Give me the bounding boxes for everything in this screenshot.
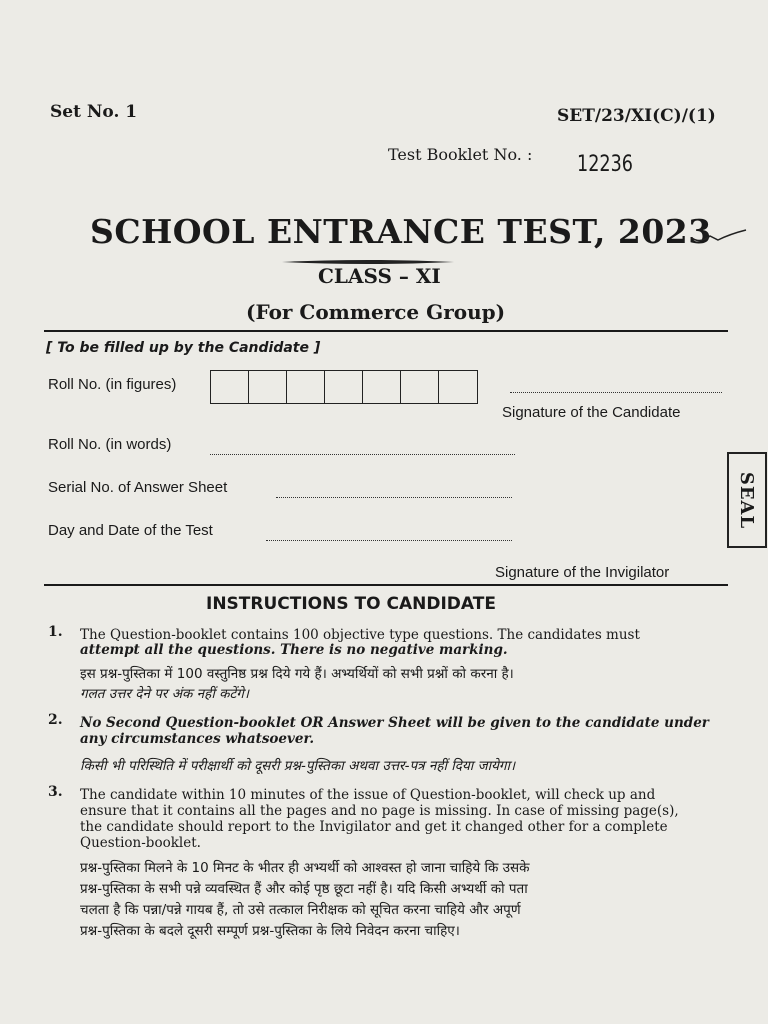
instruction-number: 1. — [48, 624, 63, 640]
instruction-3-hi-line-2: प्रश्न-पुस्तिका के सभी पन्ने व्यवस्थित हैं और कोई पृष्ठ छूटा नहीं है। यदि किसी अभ्यर्थी को पता — [80, 881, 528, 897]
instructions-heading: INSTRUCTIONS TO CANDIDATE — [206, 594, 496, 614]
top-divider — [44, 330, 728, 332]
instruction-number: 2. — [48, 712, 63, 728]
instruction-3-en-line-1: The candidate within 10 minutes of the issue of Question-booklet, will check up and — [80, 787, 656, 803]
set-code: SET/23/XI(C)/(1) — [557, 106, 716, 126]
instruction-1-hi-line-1: इस प्रश्न-पुस्तिका में 100 वस्तुनिष्ठ प्रश्न दिये गये हैं। अभ्यर्थियों को सभी प्रश्नों को करना है। — [80, 666, 514, 682]
instruction-3-hi-line-3: चलता है कि पन्ना/पन्ने गायब हैं, तो उसे तत्काल निरीक्षक को सूचित करना चाहिये और अपूर्ण — [80, 902, 521, 918]
group-title: (For Commerce Group) — [246, 300, 506, 324]
instruction-1-hi-line-2: गलत उत्तर देने पर अंक नहीं कटेंगे। — [80, 686, 250, 702]
instruction-1-en-line-2: attempt all the questions. There is no negative marking. — [80, 642, 508, 658]
pen-mark — [690, 224, 750, 246]
roll-digit-box[interactable] — [439, 371, 477, 403]
date-field[interactable] — [266, 526, 512, 545]
roll-digit-box[interactable] — [287, 371, 325, 403]
booklet-number: 12236 — [577, 152, 633, 177]
seal-label: SEAL — [736, 471, 758, 529]
roll-words-label: Roll No. (in words) — [48, 436, 172, 453]
roll-digit-box[interactable] — [249, 371, 287, 403]
booklet-label: Test Booklet No. : — [388, 145, 533, 164]
instruction-1-en-line-1: The Question-booklet contains 100 objective type questions. The candidates must — [80, 627, 640, 643]
candidate-heading: [ To be filled up by the Candidate ] — [46, 340, 321, 356]
invigilator-signature-label: Signature of the Invigilator — [495, 564, 670, 581]
instruction-3-en-line-2: ensure that it contains all the pages and no page is missing. In case of missing page(s), — [80, 803, 679, 819]
instruction-3-hi-line-1: प्रश्न-पुस्तिका मिलने के 10 मिनट के भीतर ही अभ्यर्थी को आश्वस्त हो जाना चाहिये कि उसके — [80, 860, 530, 876]
roll-words-field[interactable] — [210, 440, 515, 459]
roll-digit-box[interactable] — [401, 371, 439, 403]
instruction-2-en-line-2: any circumstances whatsoever. — [80, 731, 315, 747]
roll-digit-box[interactable] — [325, 371, 363, 403]
serial-field[interactable] — [276, 483, 512, 502]
roll-figures-label: Roll No. (in figures) — [48, 376, 177, 393]
class-title: CLASS – XI — [318, 264, 441, 288]
roll-digit-box[interactable] — [211, 371, 249, 403]
instruction-number: 3. — [48, 784, 63, 800]
serial-label: Serial No. of Answer Sheet — [48, 479, 228, 496]
roll-digit-box[interactable] — [363, 371, 401, 403]
middle-divider — [44, 584, 728, 586]
date-label: Day and Date of the Test — [48, 522, 213, 539]
candidate-signature-label: Signature of the Candidate — [502, 404, 681, 421]
instruction-3-hi-line-4: प्रश्न-पुस्तिका के बदले दूसरी सम्पूर्ण प्रश्न-पुस्तिका के लिये निवेदन करना चाहिए। — [80, 923, 460, 939]
set-number: Set No. 1 — [50, 102, 138, 122]
instruction-2-en-line-1: No Second Question-booklet OR Answer Sheet will be given to the candidate under — [80, 715, 709, 731]
instruction-3-en-line-4: Question-booklet. — [80, 835, 201, 851]
roll-number-boxes[interactable] — [210, 370, 478, 404]
seal-box — [727, 452, 767, 548]
candidate-signature-line[interactable] — [510, 378, 722, 397]
exam-title: SCHOOL ENTRANCE TEST, 2023 — [90, 212, 712, 251]
instruction-3-en-line-3: the candidate should report to the Invigilator and get it changed other for a complete — [80, 819, 668, 835]
instruction-2-hi-line-1: किसी भी परिस्थिति में परीक्षार्थी को दूसरी प्रश्न-पुस्तिका अथवा उत्तर-पत्र नहीं दिया जायेगा। — [80, 758, 516, 774]
